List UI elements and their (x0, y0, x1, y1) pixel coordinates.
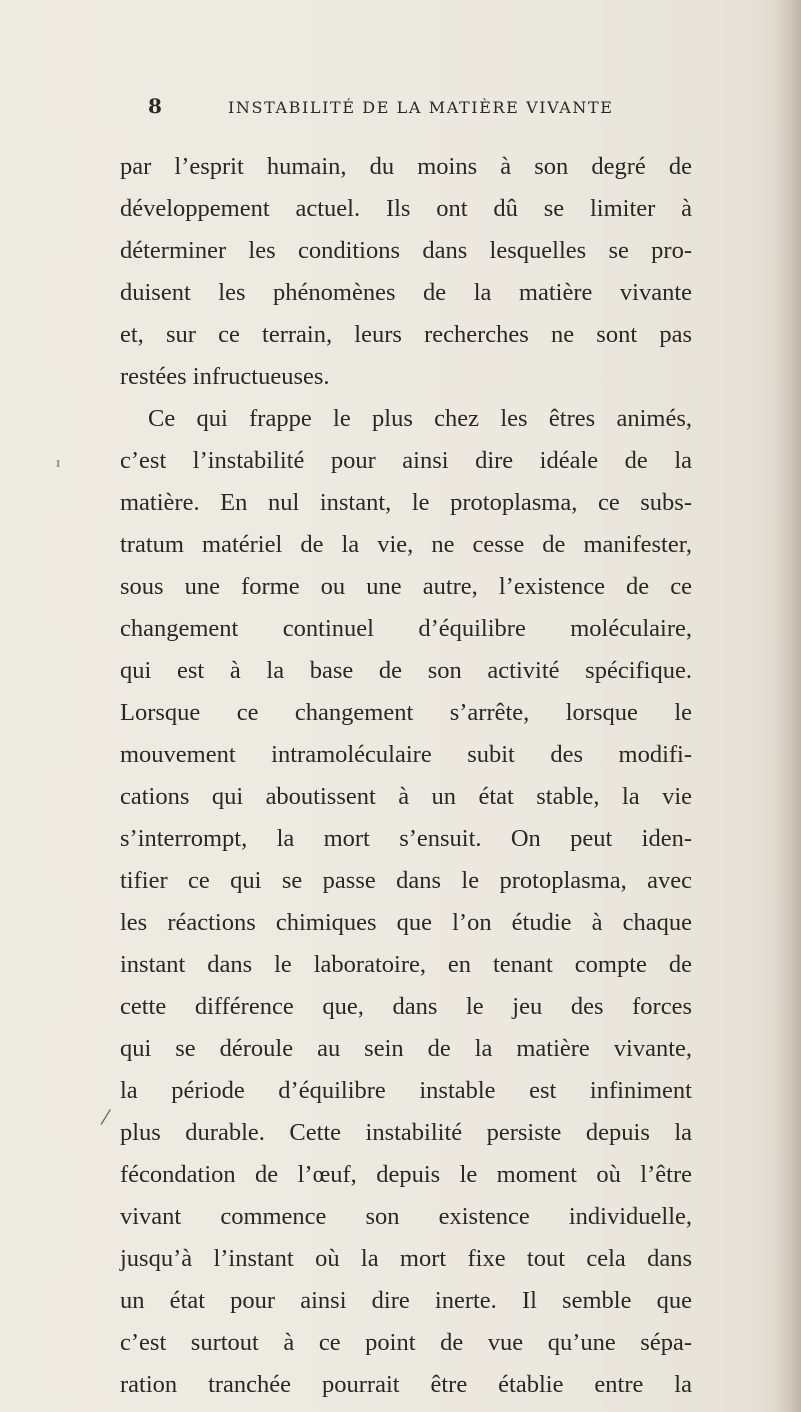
text-line: tifier ce qui se passe dans le protoplasma, avec (120, 867, 692, 894)
running-title: INSTABILITÉ DE LA MATIÈRE VIVANTE (228, 98, 614, 117)
body-text (120, 146, 692, 1406)
text-line: cations qui aboutissent à un état stable, la vie (120, 783, 692, 810)
text-line: qui se déroule au sein de la matière vivante, (120, 1035, 692, 1062)
text-line: la période d’équilibre instable est infiniment (120, 1077, 692, 1104)
text-line: et, sur ce terrain, leurs recherches ne sont pas (120, 321, 692, 348)
text-line: qui est à la base de son activité spécifique. (120, 657, 692, 684)
text-line: Lorsque ce changement s’arrête, lorsque le (120, 699, 692, 726)
text-line: fécondation de l’œuf, depuis le moment où l’être (120, 1161, 692, 1188)
margin-mark: ⁄ (104, 1105, 108, 1129)
text-line: déterminer les conditions dans lesquelles se pro- (120, 237, 692, 264)
text-line: s’interrompt, la mort s’ensuit. On peut iden- (120, 825, 692, 852)
text-line: mouvement intramoléculaire subit des modifi- (120, 741, 692, 768)
text-line: développement actuel. Ils ont dû se limiter à (120, 195, 692, 222)
spine-shadow (775, 0, 801, 1412)
page-header (148, 94, 668, 120)
page-number: 8 (148, 94, 162, 118)
text-line: matière. En nul instant, le protoplasma, ce subs- (120, 489, 692, 516)
text-line: plus durable. Cette instabilité persiste depuis la (120, 1119, 692, 1146)
margin-mark: ᶦ (56, 454, 61, 478)
text-line: sous une forme ou une autre, l’existence de ce (120, 573, 692, 600)
text-line: ration tranchée pourrait être établie entre la (120, 1371, 692, 1398)
text-line: c’est surtout à ce point de vue qu’une sépa- (120, 1329, 692, 1356)
text-line: changement continuel d’équilibre moléculaire, (120, 615, 692, 642)
text-line: duisent les phénomènes de la matière vivante (120, 279, 692, 306)
text-line: restées infructueuses. (120, 363, 330, 390)
text-line: les réactions chimiques que l’on étudie à chaque (120, 909, 692, 936)
text-line: vivant commence son existence individuelle, (120, 1203, 692, 1230)
text-line: par l’esprit humain, du moins à son degré de (120, 153, 692, 180)
text-line: c’est l’instabilité pour ainsi dire idéale de la (120, 447, 692, 474)
text-line: instant dans le laboratoire, en tenant compte de (120, 951, 692, 978)
text-line: tratum matériel de la vie, ne cesse de manifester, (120, 531, 692, 558)
text-line: un état pour ainsi dire inerte. Il semble que (120, 1287, 692, 1314)
text-line: jusqu’à l’instant où la mort fixe tout cela dans (120, 1245, 692, 1272)
text-line: cette différence que, dans le jeu des forces (120, 993, 692, 1020)
text-line: Ce qui frappe le plus chez les êtres animés, (148, 405, 692, 432)
